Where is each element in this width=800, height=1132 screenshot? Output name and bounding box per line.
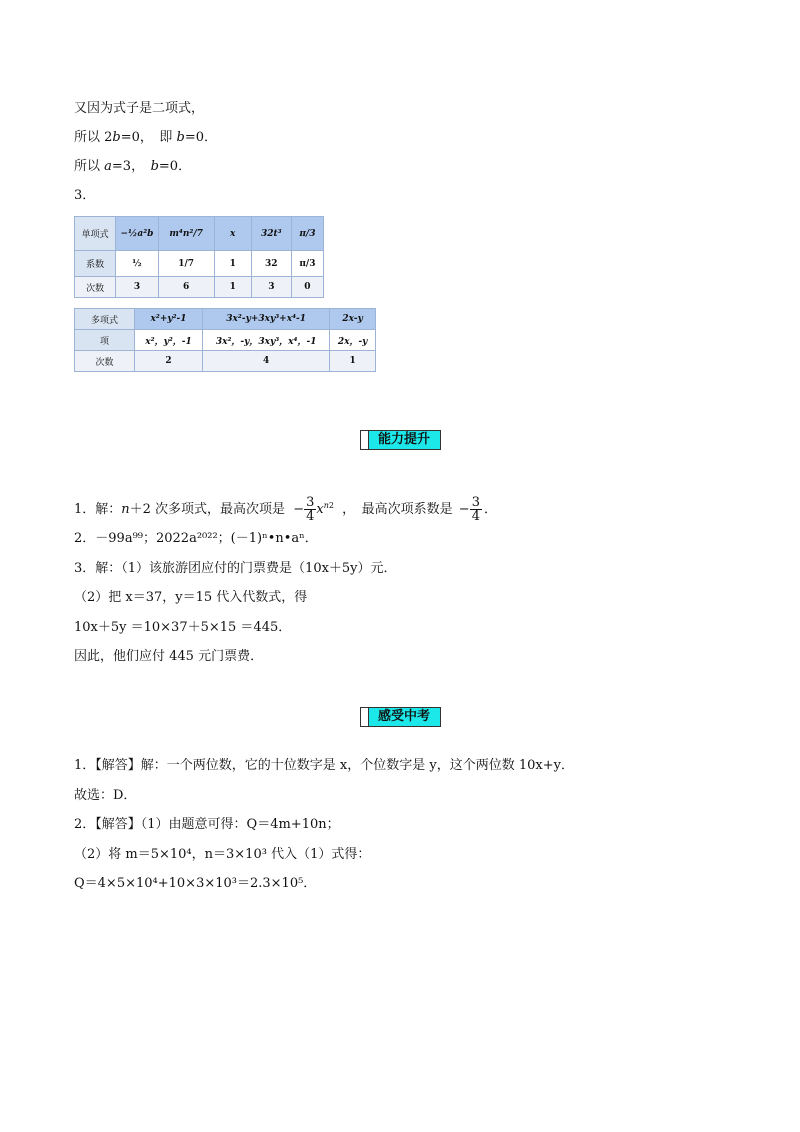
table-cell: 3x²，-y，3xy³，x⁴，-1 [203, 330, 330, 351]
answer-line: Q＝4×5×10⁴+10×3×10³＝2.3×10⁵． [74, 876, 317, 891]
table-cell: 1 [214, 277, 251, 298]
table-cell: x²+y²-1 [134, 309, 202, 330]
text-line: 所以 a=3， b=0． [74, 159, 192, 174]
section-title: 感受中考 [367, 707, 441, 727]
table-cell: π/3 [291, 217, 323, 251]
row-header: 多项式 [75, 309, 135, 330]
answer-line: 2．－99a⁹⁹；2022a²⁰²²；(－1)ⁿ•n•aⁿ． [74, 531, 318, 546]
table-cell: 2x，-y [330, 330, 376, 351]
table-cell: 3 [251, 277, 291, 298]
table-cell: 3x²-y+3xy³+x⁴-1 [203, 309, 330, 330]
table-cell: 2x-y [330, 309, 376, 330]
table-cell: m⁴n²/7 [158, 217, 214, 251]
table-cell: 1 [214, 251, 251, 277]
row-header: 次数 [75, 277, 116, 298]
answer-line: 故选：D． [74, 788, 137, 803]
table-cell: x [214, 217, 251, 251]
answer-line: 10x＋5y ＝10×37＋5×15 ＝445． [74, 620, 292, 635]
table-cell: 2 [134, 351, 202, 372]
question-number: 3． [74, 188, 96, 203]
monomial-table [74, 216, 324, 298]
table-cell: 3 [116, 277, 159, 298]
text-line: 又因为式子是二项式， [74, 101, 205, 116]
table-cell: 1 [330, 351, 376, 372]
table-cell: 32t³ [251, 217, 291, 251]
row-header: 项 [75, 330, 135, 351]
table-cell: 32 [251, 251, 291, 277]
answer-line: 因此，他们应付 445 元门票费． [74, 649, 264, 664]
table-cell: 4 [203, 351, 330, 372]
answer-line: （2）把 x＝37，y＝15 代入代数式，得 [74, 590, 308, 605]
table-cell: π/3 [291, 251, 323, 277]
table-cell: 0 [291, 277, 323, 298]
table-cell: 1/7 [158, 251, 214, 277]
answer-line: 3．解：（1）该旅游团应付的门票费是（10x＋5y）元． [74, 561, 397, 576]
answer-line: 2．【解答】（1）由题意可得：Q＝4m+10n； [74, 817, 340, 832]
row-header: 单项式 [75, 217, 116, 251]
answer-line: 1．解：n＋2 次多项式，最高次项是 − $\frac{3}{4}$ $x^{n2}$ ， 最高次项系数是 − $\frac{3}{4}$ ． [74, 495, 497, 524]
table-cell: ½ [116, 251, 159, 277]
answer-line: （2）将 m＝5×10⁴，n＝3×10³ 代入（1）式得： [74, 847, 371, 862]
row-header: 次数 [75, 351, 135, 372]
answer-line: 1．【解答】解：一个两位数，它的十位数字是 x，个位数字是 y，这个两位数 10x+y． [74, 758, 574, 773]
table-cell: −½a²b [116, 217, 159, 251]
row-header: 系数 [75, 251, 116, 277]
text-line: 所以 2b=0， 即 b=0． [74, 130, 218, 145]
table-cell: 6 [158, 277, 214, 298]
table-cell: x²，y²，-1 [134, 330, 202, 351]
section-title: 能力提升 [367, 430, 441, 450]
polynomial-table [74, 308, 376, 372]
